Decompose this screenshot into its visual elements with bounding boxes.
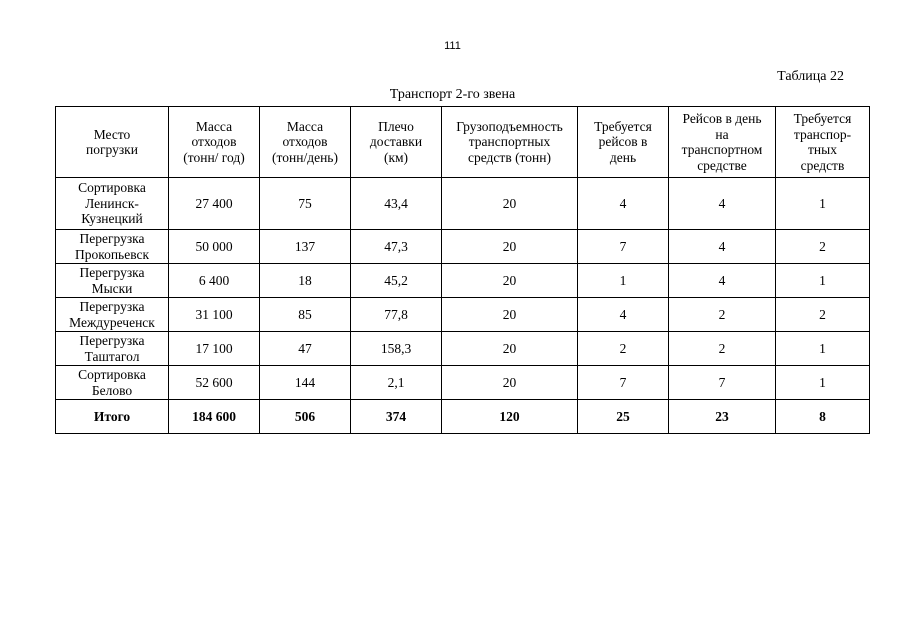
place-cell-line: Перегрузка [79, 231, 145, 246]
header-cell-line: погрузки [86, 142, 138, 157]
header-cell [260, 107, 351, 178]
total-value-cell: 374 [351, 400, 442, 434]
table-caption: Транспорт 2-го звена [389, 87, 516, 102]
header-cell-line: (тонн/ год) [183, 149, 245, 165]
header-cell-line: Рейсов в день [682, 111, 762, 126]
value-cell: 2 [776, 230, 870, 264]
total-label-cell: Итого [56, 400, 169, 434]
total-value-cell: 8 [776, 400, 870, 434]
value-cell: 20 [442, 298, 578, 332]
total-row [56, 400, 870, 434]
header-cell [669, 107, 776, 178]
header-cell-line: рейсов в [598, 134, 648, 150]
page-number: 111 [444, 40, 461, 52]
table-header-row [56, 107, 870, 178]
header-cell-line: средств (тонн) [468, 149, 551, 165]
value-cell: 7 [578, 230, 669, 264]
header-cell-line: отходов [282, 134, 328, 150]
header-cell-line: Плечо [378, 118, 414, 134]
place-cell-line: Перегрузка [79, 265, 145, 280]
header-cell-line: Место [93, 126, 131, 142]
value-cell: 27 400 [169, 178, 260, 230]
value-cell: 4 [669, 230, 776, 264]
header-cell-line: тных [808, 142, 837, 157]
header-cell-line: Грузоподъемность [456, 118, 563, 134]
header-cell-line: (тонн/день) [272, 149, 338, 165]
value-cell: 47 [260, 332, 351, 366]
header-cell [56, 107, 169, 178]
table-row [56, 298, 870, 332]
place-cell-line: Кузнецкий [81, 211, 143, 227]
total-value-cell: 184 600 [169, 400, 260, 434]
total-value-cell: 23 [669, 400, 776, 434]
value-cell: 18 [260, 264, 351, 298]
header-cell-line: день [609, 149, 637, 165]
value-cell: 1 [776, 178, 870, 230]
header-cell [169, 107, 260, 178]
value-cell: 50 000 [169, 230, 260, 264]
header-cell-line: транспор- [793, 126, 852, 142]
place-cell [56, 178, 169, 230]
header-cell [578, 107, 669, 178]
value-cell: 47,3 [351, 230, 442, 264]
value-cell: 137 [260, 230, 351, 264]
place-cell-line: Таштагол [84, 348, 140, 364]
header-cell-line: транспортном [681, 142, 763, 157]
header-cell [776, 107, 870, 178]
place-cell [56, 332, 169, 366]
place-cell [56, 298, 169, 332]
header-cell-line: (км) [383, 149, 409, 165]
total-value-cell: 25 [578, 400, 669, 434]
place-cell-line: Сортировка [78, 180, 146, 196]
value-cell: 20 [442, 230, 578, 264]
header-cell-line: на [715, 126, 729, 142]
header-cell-line: транспортных [468, 134, 551, 150]
place-cell-line: Белово [91, 382, 133, 398]
value-cell: 7 [578, 366, 669, 400]
value-cell: 75 [260, 178, 351, 230]
value-cell: 17 100 [169, 332, 260, 366]
table-row [56, 230, 870, 264]
value-cell: 4 [578, 178, 669, 230]
value-cell: 52 600 [169, 366, 260, 400]
header-cell [442, 107, 578, 178]
value-cell: 2 [776, 298, 870, 332]
table-label: Таблица 22 [777, 69, 844, 84]
value-cell: 31 100 [169, 298, 260, 332]
place-cell-line: Прокопьевск [74, 246, 150, 262]
table-row [56, 332, 870, 366]
value-cell: 43,4 [351, 178, 442, 230]
value-cell: 20 [442, 366, 578, 400]
value-cell: 1 [776, 264, 870, 298]
value-cell: 2 [669, 298, 776, 332]
value-cell: 4 [669, 264, 776, 298]
header-cell-line: Масса [195, 118, 233, 134]
value-cell: 20 [442, 264, 578, 298]
place-cell-line: Сортировка [78, 367, 146, 382]
header-cell-line: Масса [286, 118, 324, 134]
place-cell-line: Перегрузка [79, 299, 145, 314]
total-value-cell: 120 [442, 400, 578, 434]
transport-table [55, 106, 870, 434]
value-cell: 85 [260, 298, 351, 332]
value-cell: 77,8 [351, 298, 442, 332]
value-cell: 1 [776, 366, 870, 400]
header-cell-line: отходов [191, 134, 237, 150]
value-cell: 45,2 [351, 264, 442, 298]
value-cell: 2,1 [351, 366, 442, 400]
place-cell [56, 230, 169, 264]
value-cell: 4 [578, 298, 669, 332]
value-cell: 1 [776, 332, 870, 366]
value-cell: 158,3 [351, 332, 442, 366]
value-cell: 144 [260, 366, 351, 400]
value-cell: 1 [578, 264, 669, 298]
place-cell-line: Перегрузка [79, 333, 145, 348]
value-cell: 20 [442, 332, 578, 366]
table-row [56, 178, 870, 230]
header-cell-line: средстве [697, 157, 747, 173]
table-row [56, 264, 870, 298]
header-cell-line: Требуется [594, 118, 652, 134]
table-row [56, 366, 870, 400]
place-cell-line: Мыски [91, 280, 133, 296]
total-value-cell: 506 [260, 400, 351, 434]
header-cell [351, 107, 442, 178]
value-cell: 2 [578, 332, 669, 366]
value-cell: 6 400 [169, 264, 260, 298]
table-body [56, 178, 870, 434]
value-cell: 7 [669, 366, 776, 400]
value-cell: 20 [442, 178, 578, 230]
value-cell: 4 [669, 178, 776, 230]
header-cell-line: средств [800, 157, 845, 173]
place-cell-line: Междуреченск [69, 314, 155, 330]
value-cell: 2 [669, 332, 776, 366]
header-cell-line: Требуется [793, 111, 852, 126]
place-cell-line: Ленинск- [85, 195, 139, 211]
place-cell [56, 264, 169, 298]
header-cell-line: доставки [369, 134, 423, 150]
place-cell [56, 366, 169, 400]
